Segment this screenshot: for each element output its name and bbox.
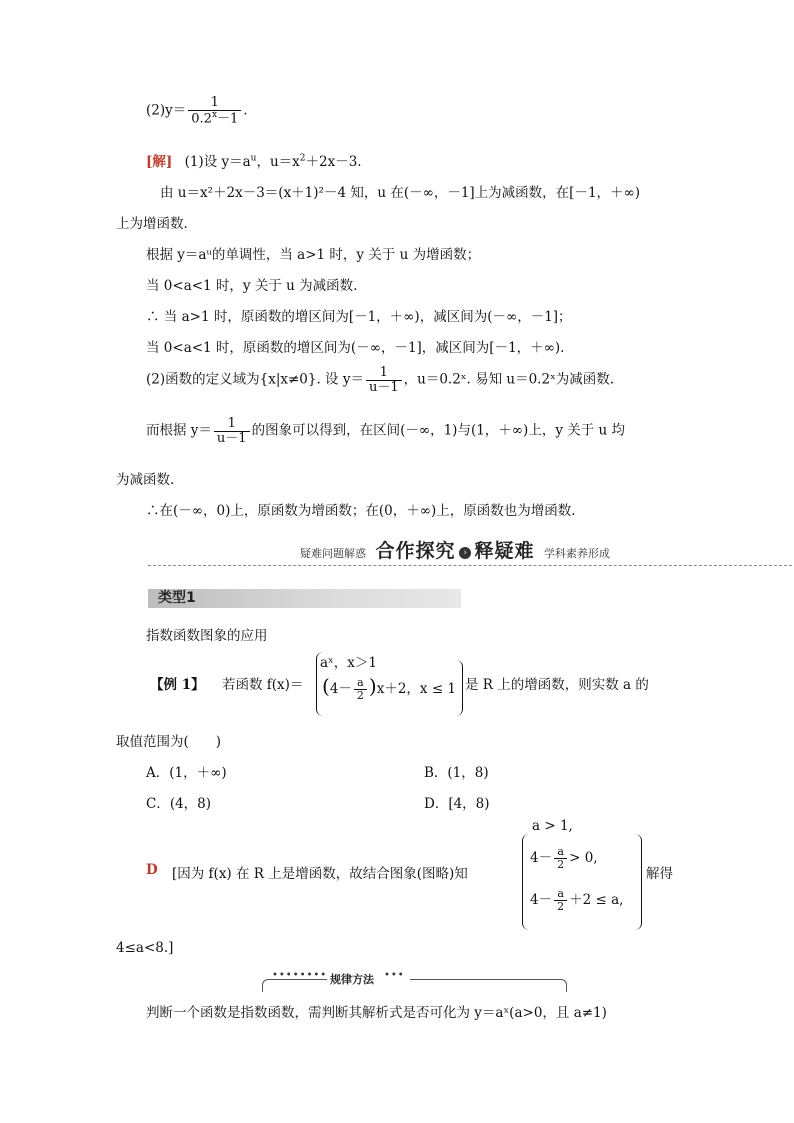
solution-line9-b: 的图象可以得到，在区间(－∞，1)与(1，＋∞)上，y 关于 u 均: [251, 422, 626, 439]
solution-line4: 根据 y＝aᵘ的单调性，当 a>1 时，y 关于 u 为增函数；: [146, 247, 481, 263]
method-text: 判断一个函数是指数函数，需判断其解析式是否可化为 y＝aˣ(a>0，且 a≠1): [146, 1005, 607, 1021]
solution-line1: [146, 150, 362, 170]
example-case1: aˣ，x＞1: [320, 655, 377, 671]
solution-line11: ∴在(－∞，0)上，原函数为增函数；在(0，＋∞)上，原函数也为增函数.: [146, 503, 576, 519]
solution-line8-fraction: [366, 366, 402, 394]
solution-line9-fraction: [214, 417, 250, 445]
part2-num: 1: [210, 95, 219, 110]
answer-case3-fraction: [554, 888, 567, 912]
part2-den: [188, 110, 241, 126]
solution-line9: [146, 417, 625, 445]
solution-line9-num: 1: [227, 416, 236, 431]
solution-line1-a: (1)设 y＝a: [184, 154, 251, 170]
section-header: [300, 536, 610, 563]
section-title-2: 释疑难: [474, 540, 535, 562]
section-right-text: 学科素养形成: [544, 547, 611, 560]
answer-text: [因为 f(x) 在 R 上是增函数，故结合图象(图略)知: [172, 866, 468, 882]
section-title-1: 合作探究: [375, 540, 456, 562]
solution-line5: 当 0<a<1 时，y 关于 u 为减函数.: [146, 278, 358, 294]
solution-line9-den: u－1: [214, 431, 250, 446]
example-case2-num: a: [357, 676, 364, 690]
method-dots-right: •••: [384, 970, 405, 981]
solution-line8: [146, 366, 614, 394]
option-c: C．(4，8): [146, 796, 212, 812]
part2-den-exp: x: [211, 109, 218, 120]
part2-fraction: [188, 96, 241, 126]
answer-case2-den: 2: [554, 858, 567, 871]
example-line2: 取值范围为( ): [116, 734, 222, 750]
answer-brace: [522, 834, 529, 930]
answer-case3: [530, 888, 623, 913]
example-brace-right: [456, 660, 463, 716]
topic-title: 指数函数图象的应用: [146, 628, 268, 644]
example-case2-den: 2: [354, 689, 367, 702]
solution-line1-sup2: 2: [299, 153, 306, 164]
option-b: B．(1，8): [424, 765, 489, 781]
solution-line1-sup: u: [250, 153, 257, 164]
part2-den-base: 0.2: [191, 110, 212, 126]
answer-letter: D: [146, 862, 158, 878]
solution-tag: [解]: [146, 154, 173, 170]
method-label: 规律方法: [330, 973, 374, 986]
example-case2-a: 4－: [329, 681, 352, 697]
solution-line10: 为减函数.: [116, 472, 175, 488]
part2-label: (2)y＝: [146, 102, 187, 119]
arrow-icon: ›: [459, 547, 471, 559]
solution-line8-num: 1: [379, 365, 388, 380]
solution-line8-den: u－1: [366, 380, 402, 395]
solution-line7: 当 0<a<1 时，原函数的增区间为(－∞，－1]，减区间为[－1，＋∞).: [146, 340, 565, 356]
part2-end: .: [243, 102, 248, 119]
example-case2: (4－ $\frac{a}{2}$ )x＋2，x ≤ 1: [322, 674, 457, 702]
answer-case2-num: a: [557, 845, 564, 859]
type-label: 类型1: [158, 590, 196, 606]
answer-case2-a: 4－: [530, 850, 553, 866]
part2-den-tail: －1: [217, 110, 239, 126]
answer-case3-a: 4－: [530, 892, 553, 908]
answer-tail: 解得: [646, 866, 673, 882]
example-case2-b: x＋2，x ≤ 1: [376, 681, 457, 697]
method-rule-right: [410, 979, 567, 992]
answer-case2: [530, 846, 598, 871]
solution-line8-b: ，u＝0.2ˣ. 易知 u＝0.2ˣ为减函数.: [403, 371, 615, 388]
answer-case2-fraction: [554, 846, 567, 870]
answer-case3-num: a: [557, 887, 564, 901]
answer-case3-den: 2: [554, 900, 567, 913]
solution-line3: 上为增函数.: [116, 216, 188, 232]
example-case2-fraction: [354, 677, 367, 701]
example-post: 是 R 上的增函数，则实数 a 的: [465, 677, 649, 693]
solution-line6: ∴ 当 a>1 时，原函数的增区间为[－1，＋∞)，减区间为(－∞，－1]；: [146, 309, 572, 325]
solution-line8-a: (2)函数的定义域为{x|x≠0}. 设 y＝: [146, 371, 364, 388]
example-tag: 【例 1】: [150, 677, 205, 693]
solution-line1-c: ＋2x－3.: [305, 154, 362, 170]
option-a: A．(1，＋∞): [146, 765, 227, 781]
solution-line2: 由 u＝x²＋2x－3＝(x＋1)²－4 知，u 在(－∞，－1]上为减函数，在[－1，＋∞): [160, 185, 641, 201]
example-pre: 若函数 f(x)＝: [222, 677, 304, 693]
answer-case3-b: ＋2 ≤ a,: [569, 892, 624, 908]
answer-case1: a > 1,: [532, 818, 573, 834]
solution-line9-a: 而根据 y＝: [146, 422, 212, 439]
section-left-text: 疑难问题解惑: [300, 547, 366, 560]
method-dots-left: ••••••••: [272, 970, 328, 981]
part2-problem: [146, 96, 248, 126]
option-d: D．[4，8): [424, 796, 490, 812]
solution-line1-b: ，u＝x: [256, 154, 300, 170]
answer-brace-right: [635, 834, 642, 930]
answer-line2: 4≤a<8.]: [116, 940, 174, 956]
answer-case2-b: > 0,: [569, 850, 598, 866]
